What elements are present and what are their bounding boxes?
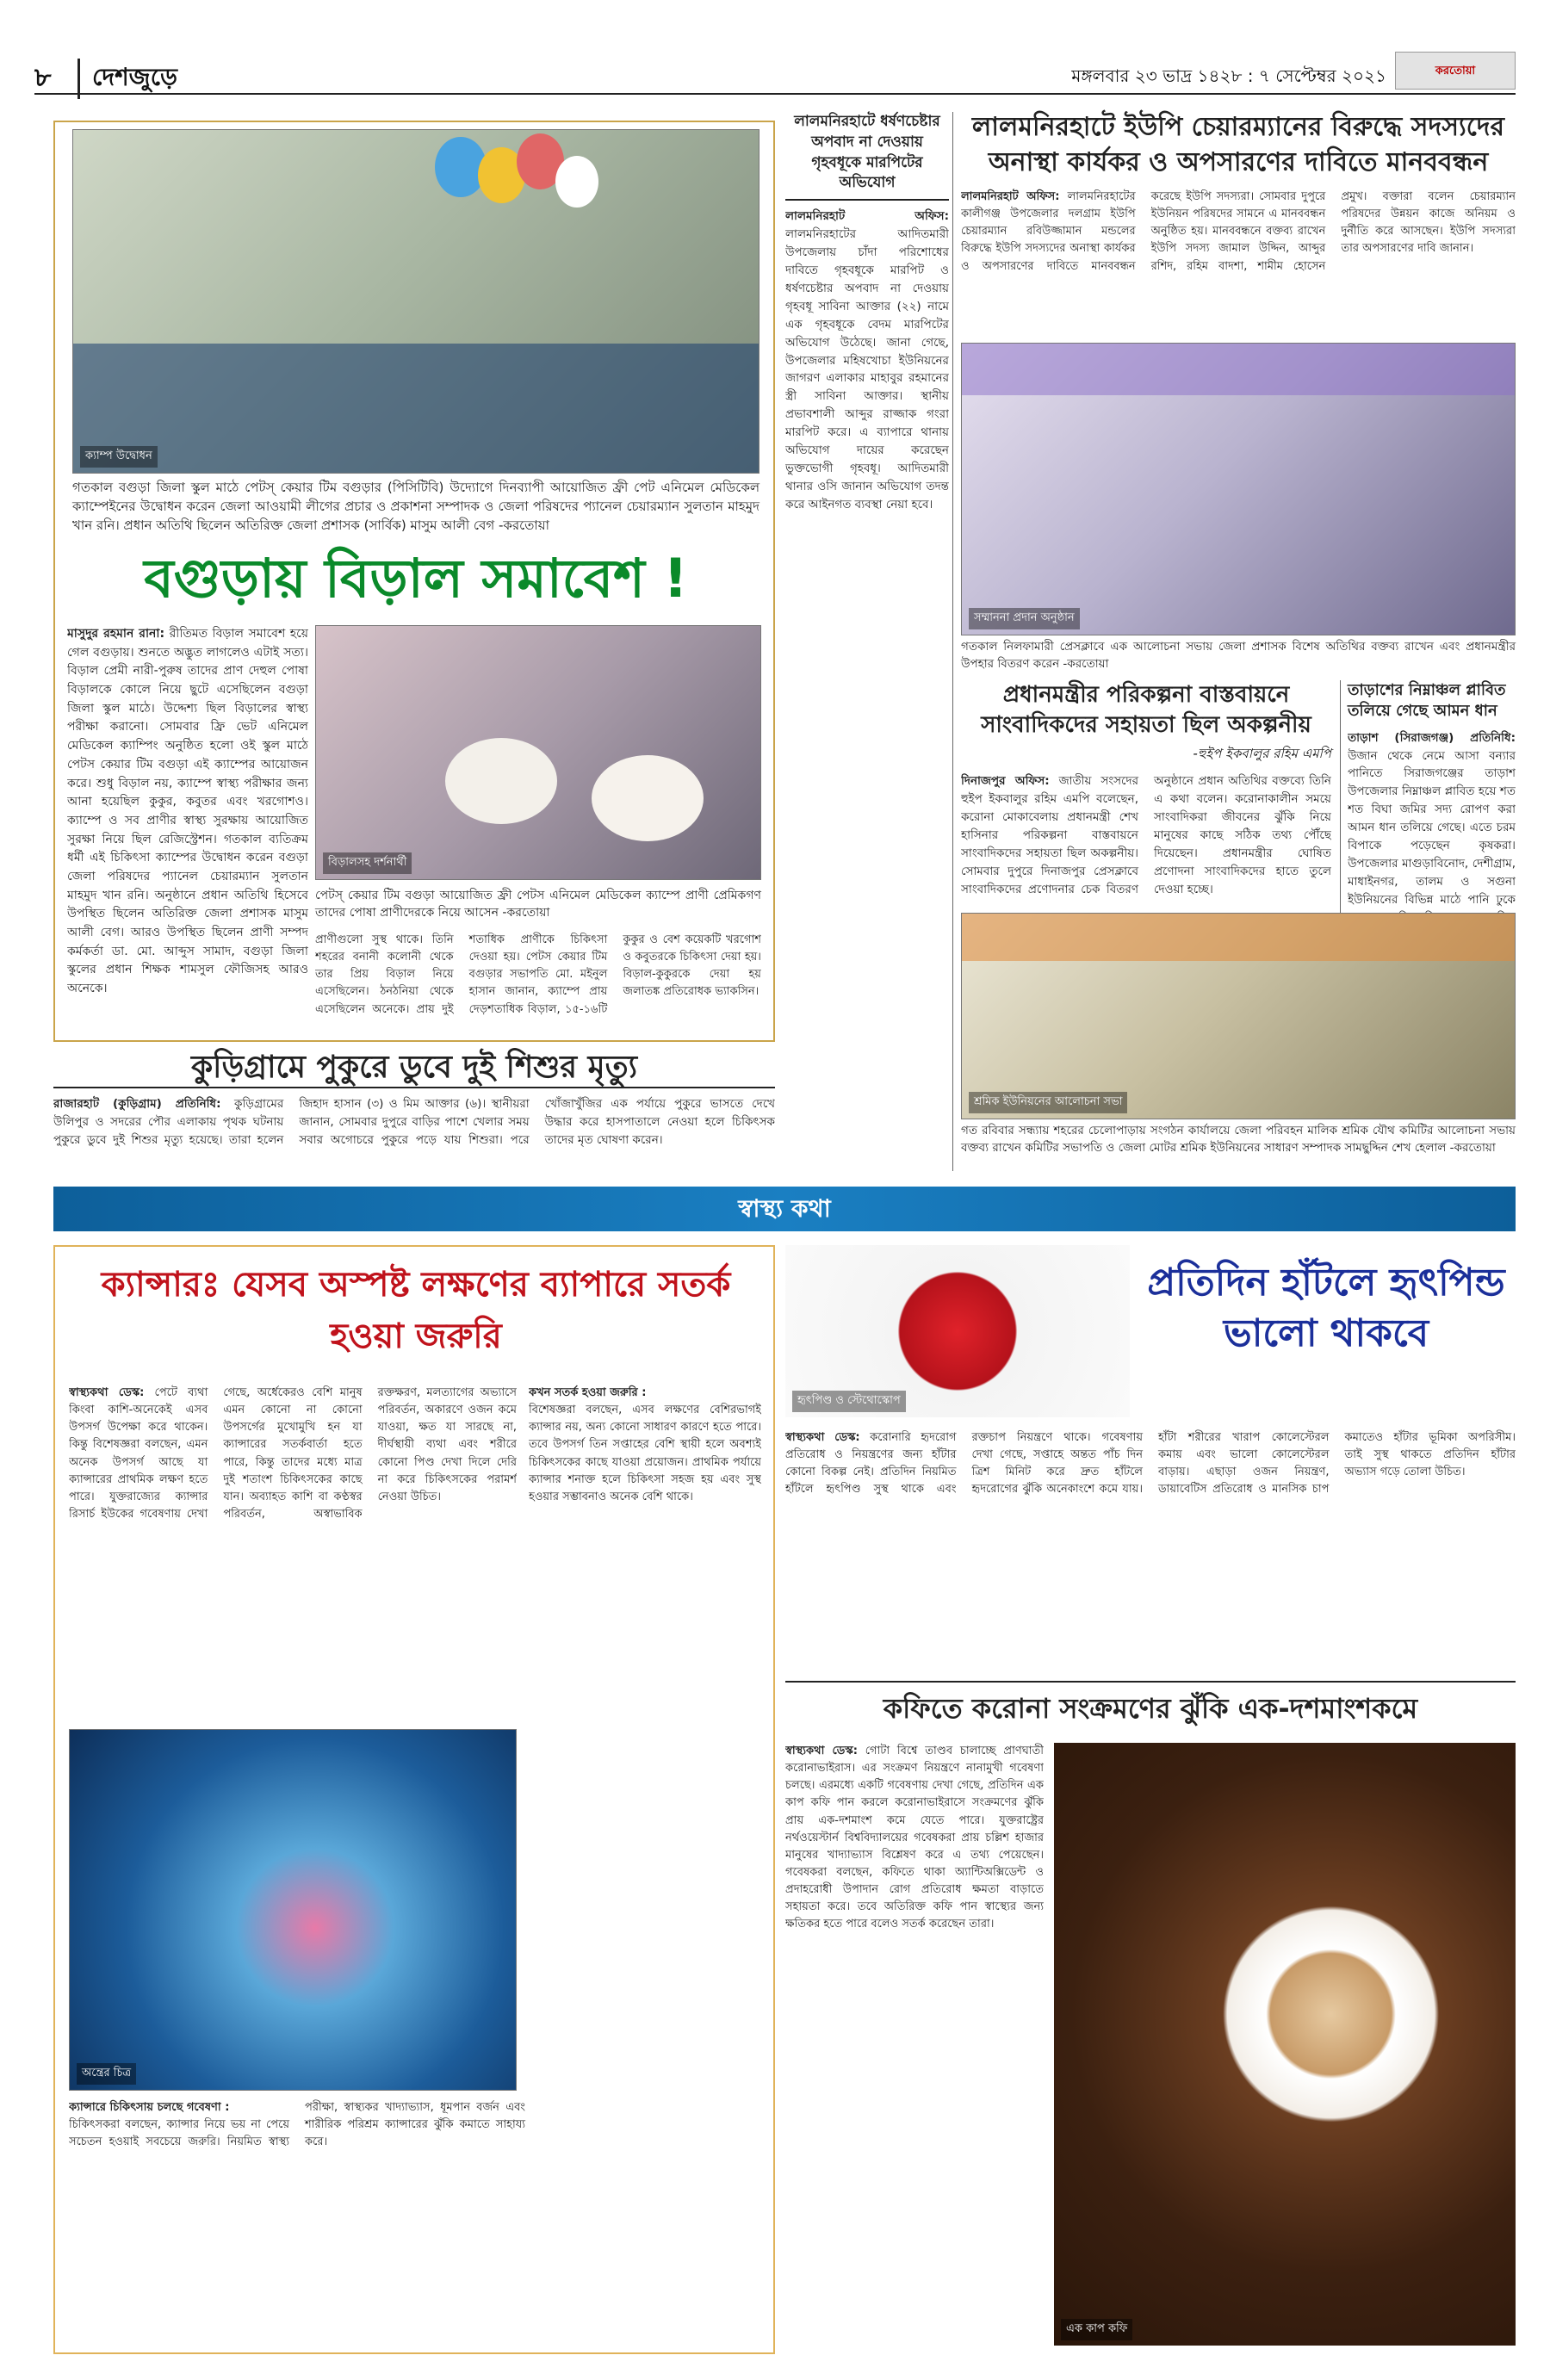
walk-headline: প্রতিদিন হাঁটলে হৃৎপিন্ড ভালো থাকবে (1147, 1261, 1505, 1356)
flood-byline: তাড়াশ (সিরাজগঞ্জ) প্রতিনিধি: (1348, 730, 1516, 745)
photo-label: সম্মাননা প্রদান অনুষ্ঠান (969, 608, 1080, 629)
meeting-caption: গত রবিবার সন্ধ্যায় শহরের চেলোপাড়ায় সংগঠন কার্যালয়ে জেলা পরিবহন মালিক শ্রমিক যৌথ কমিটির আলোচনা সভায় বক্তব্য রাখেন কমিটির সভাপতি ও জেলা মোটর শ্রমিক ইউনিয়নের সাধারণ সম্পাদক সামছুদ্দিন শেখ হেলাল -করতোয়া (961, 1124, 1516, 1155)
lalmonir-body-text: লালমনিরহাটের কালীগঞ্জ উপজেলার দলগ্রাম ইউপি চেয়ারম্যান রবিউজ্জামান মন্ডলের বিরুদ্ধে ইউপি সদস্যদের অনাস্থা কার্যকর ও অপসারণের দাবিতে মানববন্ধন করেছে ইউপি সদস্যরা। সোমবার দুপুরে ইউনিয়ন পরিষদের সামনে এ মানববন্ধন অনুষ্ঠিত হয়। মানববন্ধনে বক্তব্য রাখেন ইউপি সদস্য জামাল উদ্দিন, আব্দুর রশিদ, রহিম বাদশা, শামীম হোসেন প্রমুখ। বক্তারা বলেন চেয়ারম্যান পরিষদের উন্নয়ন কাজে অনিয়ম ও দুর্নীতি করে আসছেন। ইউপি সদস্যরা তার অপসারণের দাবি জানান। (961, 190, 1516, 273)
cancer-body2-text: বিশেষজ্ঞরা বলছেন, এসব লক্ষণের বেশিরভাগই ক্যান্সার নয়, অন্য কোনো সাধারণ কারণে হতে পারে। তবে উপসর্গ তিন সপ্তাহের বেশি স্থায়ী হলে অবশ্যই চিকিৎসকের কাছে যাওয়া প্রয়োজন। প্রাথমিক পর্যায়ে ক্যান্সার শনাক্ত হলে চিকিৎসা সহজ হয় এবং সুস্থ হওয়ার সম্ভাবনাও অনেক বেশি থাকে। (529, 1404, 761, 1503)
pm-headline: প্রধানমন্ত্রীর পরিকল্পনা বাস্তবায়নে সাংবাদিকদের সহায়তা ছিল অকল্পনীয় (981, 682, 1311, 739)
coffee-body-text: গোটা বিশ্বে তাণ্ডব চালাচ্ছে প্রাণঘাতী করোনাভাইরাস। এর সংক্রমণ নিয়ন্ত্রণে নানামুখী গবেষণা চলছে। এরমধ্যে একটি গবেষণায় দেখা গেছে, প্রতিদিন এক কাপ কফি পান করলে করোনাভাইরাসে সংক্রমণের ঝুঁকি প্রায় এক-দশমাংশ কমে যেতে পারে। যুক্তরাষ্ট্রের নর্থওয়েস্টার্ন বিশ্ববিদ্যালয়ের গবেষকরা প্রায় চল্লিশ হাজার মানুষের খাদ্যাভ্যাস বিশ্লেষণ করে এ তথ্য পেয়েছেন। গবেষকরা বলছেন, কফিতে থাকা অ্যান্টিঅক্সিডেন্ট ও প্রদাহরোধী উপাদান রোগ প্রতিরোধ ক্ষমতা বাড়াতে সহায়তা করে। তবে অতিরিক্ত কফি পান স্বাস্থ্যের জন্য ক্ষতিকর হতে পারে বলেও সতর্ক করেছেন তারা। (785, 1745, 1044, 1931)
photo-label: বিড়ালসহ দর্শনার্থী (323, 852, 412, 874)
walk-byline: স্বাস্থ্যকথা ডেস্ক: (785, 1431, 860, 1444)
cat-headline (72, 544, 760, 613)
rape-story (785, 112, 949, 1171)
drown-body-text: কুড়িগ্রামের উলিপুর ও সদরের পৌর এলাকায় পৃথক ঘটনায় পুকুরে ডুবে দুই শিশুর মৃত্যু হয়েছে। তারা হলেন জিহাদ হাসান (৩) ও মিম আক্তার (৬)। স্থানীয়রা জানান, সোমবার দুপুরে বাড়ির পাশে খেলার সময় সবার অগোচরে পুকুরে পড়ে যায় শিশুরা। পরে খোঁজাখুঁজির এক পর্যায়ে পুকুরে ভাসতে দেখে উদ্ধার করে হাসপাতালে নেওয়া হলে চিকিৎসক তাদের মৃত ঘোষণা করেন। (53, 1097, 775, 1147)
drown-body (53, 1095, 775, 1168)
photo-label: ক্যাম্প উদ্বোধন (80, 446, 158, 468)
rape-body (785, 208, 949, 1181)
coffee-byline: স্বাস্থ্যকথা ডেস্ক: (785, 1745, 858, 1757)
issue-date: মঙ্গলবার ২৩ ভাদ্র ১৪২৮ : ৭ সেপ্টেম্বর ২০২১ (1071, 65, 1386, 86)
cat-photo-caption: গতকাল বগুড়া জিলা স্কুল মাঠে পেটস্ কেয়ার টিম বগুড়ার (পিসিটিবি) উদ্যোগে দিনব্যাপী আয়োজিত ফ্রী পেট এনিমেল মেডিকেল ক্যাম্পেইনের উদ্বোধন করেন জেলা আওয়ামী লীগের প্রচার ও প্রকাশনা সম্পাদক ও জেলা পরিষদের প্যানেল চেয়ারম্যান সুলতান মাহমুদ খান রনি। প্রধান অতিথি ছিলেন অতিরিক্ত জেলা প্রশাসক (সার্বিক) মাসুম আলী বেগ -করতোয়া (72, 480, 760, 533)
cancer-headline: ক্যান্সারঃ যেসব অস্পষ্ট লক্ষণের ব্যাপারে সতর্ক হওয়া জরুরি (101, 1265, 731, 1356)
rape-body-text: লালমনিরহাটের আদিতমারী উপজেলায় চাঁদা পরিশোধের দাবিতে গৃহবধূকে মারপিট ও ধর্ষণচেষ্টার অপবাদ না দেওয়ায় গৃহবধূ সাবিনা আক্তার (২২) নামে এক গৃহবধূকে বেদম মারপিটের অভিযোগ উঠেছে। জানা গেছে, উপজেলার মহিষখোচা ইউনিয়নের জাগরণ এলাকার মাহাবুর রহমানের স্ত্রী সাবিনা আক্তার। স্থানীয় প্রভাবশালী আব্দুর রাজ্জাক গংরা মারপিট করে। এ ব্যাপারে থানায় অভিযোগ দায়ের করেছেন ভুক্তভোগী গৃহবধূ। আদিতমারী থানার ওসি জানান অভিযোগ তদন্ত করে আইনগত ব্যবস্থা নেয়া হবে। (785, 227, 949, 511)
health-banner (53, 1187, 1516, 1231)
lalmonir-story (961, 110, 1516, 334)
cat-owners-photo (315, 625, 761, 880)
cat-headline-text: বগুড়ায় বিড়াল সমাবেশ ! (144, 547, 688, 610)
column-rule (952, 112, 953, 1171)
pm-byline: দিনাজপুর অফিস: (961, 774, 1050, 789)
coffee-headline: কফিতে করোনা সংক্রমণের ঝুঁকি এক-দশমাংশকমে (883, 1692, 1418, 1725)
cat-body-col1 (67, 625, 308, 1030)
page-header (34, 52, 1516, 95)
photo-label: হৃৎপিণ্ড ও স্টেথোস্কোপ (792, 1391, 906, 1412)
cat-photo2-caption: পেটস্ কেয়ার টিম বগুড়া আয়োজিত ফ্রী পেটস এনিমেল মেডিকেল ক্যাম্পে প্রাণী প্রেমিকগণ তাদের পোষা প্রাণীদেরকে নিয়ে আসেন -করতোয়া (315, 889, 761, 920)
cat-camp-photo (72, 129, 760, 474)
drown-byline: রাজারহাট (কুড়িগ্রাম) প্রতিনিধি: (53, 1097, 221, 1111)
drown-headline: কুড়িগ্রামে পুকুরে ডুবে দুই শিশুর মৃত্যু (53, 1049, 775, 1088)
lalmonir-body (961, 189, 1516, 301)
coffee-body (785, 1743, 1044, 2346)
cancer-subhead-2: ক্যান্সারে চিকিৎসায় চলছে গবেষণা : (69, 2101, 230, 2114)
photo-label: এক কাপ কফি (1061, 2319, 1132, 2340)
heart-image (785, 1245, 1130, 1417)
rape-byline: লালমনিরহাট অফিস: (785, 209, 949, 224)
photo-label: শ্রমিক ইউনিয়নের আলোচনা সভা (969, 1092, 1127, 1113)
cat-story-box (53, 121, 775, 1042)
coffee-image (1054, 1743, 1516, 2346)
coffee-story (785, 1681, 1516, 2354)
cancer-body-text: পেটে ব্যথা কিংবা কাশি-অনেকেই এসব উপসর্গ উপেক্ষা করে থাকেন। কিন্তু বিশেষজ্ঞরা বলছেন, এমন অনেক উপসর্গ আছে যা ক্যান্সারের প্রাথমিক লক্ষণ হতে পারে। যুক্তরাজ্যের ক্যান্সার রিসার্চ ইউকের গবেষণায় দেখা গেছে, অর্ধেকেরও বেশি মানুষ এমন কোনো না কোনো উপসর্গের মুখোমুখি হন যা ক্যান্সারের সতর্কবার্তা হতে পারে, কিন্তু তাদের মধ্যে মাত্র দুই শতাংশ চিকিৎসকের কাছে যান। অব্যাহত কাশি বা কণ্ঠস্বর পরিবর্তন, অস্বাভাবিক রক্তক্ষরণ, মলত্যাগের অভ্যাসে পরিবর্তন, অকারণে ওজন কমে যাওয়া, ক্ষত যা সারছে না, দীর্ঘস্থায়ী ব্যথা এবং শরীরে কোনো পিণ্ড দেখা দিলে দেরি না করে চিকিৎসকের পরামর্শ নেওয়া উচিত। (69, 1386, 517, 1521)
cancer-body-col1 (69, 1385, 517, 1720)
cancer-body-col2 (529, 1385, 761, 1867)
health-banner-title: স্বাস্থ্য কথা (738, 1194, 831, 1223)
pm-subhead: -হুইপ ইকবালুর রহিম এমপি (1193, 746, 1331, 762)
page-number: ৮ (34, 63, 52, 93)
cat-body-col2: প্রাণীগুলো সুস্থ থাকে। তিনি শহরের বনানী কলোনী থেকে তার প্রিয় বিড়াল নিয়ে এসেছিলেন। ঠনঠনিয়া থেকে এসেছিলেন অনেকে। প্রায় দুই শতাধিক প্রাণীকে চিকিৎসা দেওয়া হয়। পেটস কেয়ার টিম বগুড়ার সভাপতি মো. মইনুল হাসান জানান, ক্যাম্পে প্রায় দেড়শতাধিক বিড়াল, ১৫-১৬টি কুকুর ও বেশ কয়েকটি খরগোশ ও কবুতরকে চিকিৎসা দেয়া হয়। বিড়াল-কুকুরকে দেয়া হয় জলাতঙ্ক প্রতিরোধক ভ্যাকসিন। (315, 933, 761, 1016)
walk-body (785, 1429, 1516, 1670)
rape-headline: লালমনিরহাটে ধর্ষণচেষ্টার অপবাদ না দেওয়ায় গৃহবধূকে মারপিটের অভিযোগ (785, 112, 949, 201)
intestine-image (69, 1729, 517, 2091)
cancer-story-box (53, 1245, 775, 2354)
drown-story (53, 1049, 775, 1169)
cancer-subhead-1: কখন সতর্ক হওয়া জরুরি : (529, 1386, 647, 1399)
cat-body-text: রীতিমত বিড়াল সমাবেশ হয়ে গেল বগুড়ায়। শুনতে অদ্ভুত লাগলেও এটাই সত্য। বিড়াল প্রেমী নারী-পুরুষ তাদের প্রাণ দেহুল পোষা বিড়ালকে কোলে নিয়ে ছুটে এসেছিলেন বগুড়া জিলা স্কুল মাঠে। উদ্দেশ্য ছিল বিড়ালের স্বাস্থ্য পরীক্ষা করানো। সোমবার ফ্রি ভেট এনিমেল মেডিকেল ক্যাম্পিং অনুষ্ঠিত হলো ওই স্কুল মাঠে পেটস কেয়ার টিম বগুড়া এই ক্যাম্পের আয়োজন করে। শুধু বিড়াল নয়, ক্যাম্পে স্বাস্থ্য পরীক্ষার জন্য আনা হয়েছিল কুকুর, কবুতর এবং খরগোশও। ক্যাম্পে ও সব প্রাণীর স্বাস্থ্য সুরক্ষায় আয়োজিত সুরক্ষা নিয়ে ছিল রেজিস্ট্রেশন। গতকাল ব্যতিক্রম ধর্মী এই চিকিৎসা ক্যাম্পের উদ্বোধন করেন বগুড়া জেলা পরিষদের প্যানেল চেয়ারম্যান সুলতান মাহমুদ খান রনি। অনুষ্ঠানে প্রধান অতিথি হিসেবে উপস্থিত ছিলেন অতিরিক্ত জেলা প্রশাসক মাসুম আলী বেগ। আরও উপস্থিত ছিলেন প্রাণী সম্পদ কর্মকর্তা ডা. মো. আব্দুস সামাদ, বগুড়া জিলা স্কুলের প্রধান শিক্ষক শামসুল ফৌজিসহ আরও অনেকে। (67, 627, 308, 996)
walk-body-text: করোনারি হৃদরোগ প্রতিরোধ ও নিয়ন্ত্রণের জন্য হাঁটার কোনো বিকল্প নেই। প্রতিদিন নিয়মিত হাঁটলে হৃৎপিণ্ড সুস্থ থাকে এবং রক্তচাপ নিয়ন্ত্রণে থাকে। গবেষণায় দেখা গেছে, সপ্তাহে অন্তত পাঁচ দিন ত্রিশ মিনিট করে দ্রুত হাঁটলে হৃদরোগের ঝুঁকি অনেকাংশে কমে যায়। হাঁটা শরীরের খারাপ কোলেস্টেরল কমায় এবং ভালো কোলেস্টেরল বাড়ায়। এছাড়া ওজন নিয়ন্ত্রণ, ডায়াবেটিস প্রতিরোধ ও মানসিক চাপ কমাতেও হাঁটার ভূমিকা অপরিসীম। তাই সুস্থ থাকতে প্রতিদিন হাঁটার অভ্যাস গড়ে তোলা উচিত। (785, 1431, 1516, 1497)
pm-body-text: জাতীয় সংসদের হুইপ ইকবালুর রহিম এমপি বলেছেন, করোনা মোকাবেলায় প্রধানমন্ত্রী শেখ হাসিনার পরিকল্পনা বাস্তবায়নে সাংবাদিকদের সহায়তা ছিল অকল্পনীয়। সোমবার দুপুরে দিনাজপুর প্রেসক্লাবে সাংবাদিকদের প্রণোদনার চেক বিতরণ অনুষ্ঠানে প্রধান অতিথির বক্তব্যে তিনি এ কথা বলেন। করোনাকালীন সময়ে সাংবাদিকরা জীবনের ঝুঁকি নিয়ে মানুষের কাছে সঠিক তথ্য পৌঁছে দিয়েছেন। প্রধানমন্ত্রীর ঘোষিত প্রণোদনা সাংবাদিকদের হাতে তুলে দেওয়া হচ্ছে। (961, 774, 1331, 896)
flood-headline: তাড়াশের নিম্নাঞ্চল প্লাবিত তলিয়ে গেছে আমন ধান (1348, 681, 1506, 721)
masthead-logo: করতোয়া (1395, 52, 1516, 90)
ceremony-photo (961, 343, 1516, 635)
lalmonir-byline: লালমনিরহাট অফিস: (961, 190, 1060, 203)
photo-label: অন্ত্রের চিত্র (77, 2063, 136, 2085)
ceremony-caption: গতকাল নিলফামারী প্রেসক্লাবে এক আলোচনা সভায় জেলা প্রশাসক বিশেষ অতিথির বক্তব্য রাখেন এবং প্রধানমন্ত্রীর উপহার বিতরণ করেন -করতোয়া (961, 640, 1516, 671)
cancer-body3-text: চিকিৎসকরা বলছেন, ক্যান্সার নিয়ে ভয় না পেয়ে সচেতন হওয়াই সবচেয়ে জরুরি। নিয়মিত স্বাস্থ্য পরীক্ষা, স্বাস্থ্যকর খাদ্যাভ্যাস, ধূমপান বর্জন এবং শারীরিক পরিশ্রম ক্যান্সারের ঝুঁকি কমাতে সাহায্য করে। (69, 2101, 525, 2149)
cancer-body-col3 (69, 2099, 761, 2340)
cancer-byline: স্বাস্থ্যকথা ডেস্ক: (69, 1386, 145, 1399)
section-name: দেশজুড়ে (78, 59, 177, 99)
flood-body-text: উজান থেকে নেমে আসা বন্যার পানিতে সিরাজগঞ্জের তাড়াশ উপজেলার নিম্নাঞ্চল প্লাবিত হয়ে শত শত বিঘা জমির সদ্য রোপণ করা আমন ধান তলিয়ে গেছে। এতে চরম বিপাকে পড়েছেন কৃষকরা। উপজেলার মাগুড়াবিনোদ, দেশীগ্রাম, মাধাইনগর, তালম ও সগুনা ইউনিয়নের বিভিন্ন মাঠে পানি ঢুকে (1348, 748, 1516, 907)
cat-byline: মাসুদুর রহমান রানা: (67, 627, 165, 641)
meeting-photo (961, 913, 1516, 1119)
lalmonir-headline: লালমনিরহাটে ইউপি চেয়ারম্যানের বিরুদ্ধে সদস্যদের অনাস্থা কার্যকর ও অপসারণের দাবিতে মানববন্ধন (971, 112, 1505, 177)
